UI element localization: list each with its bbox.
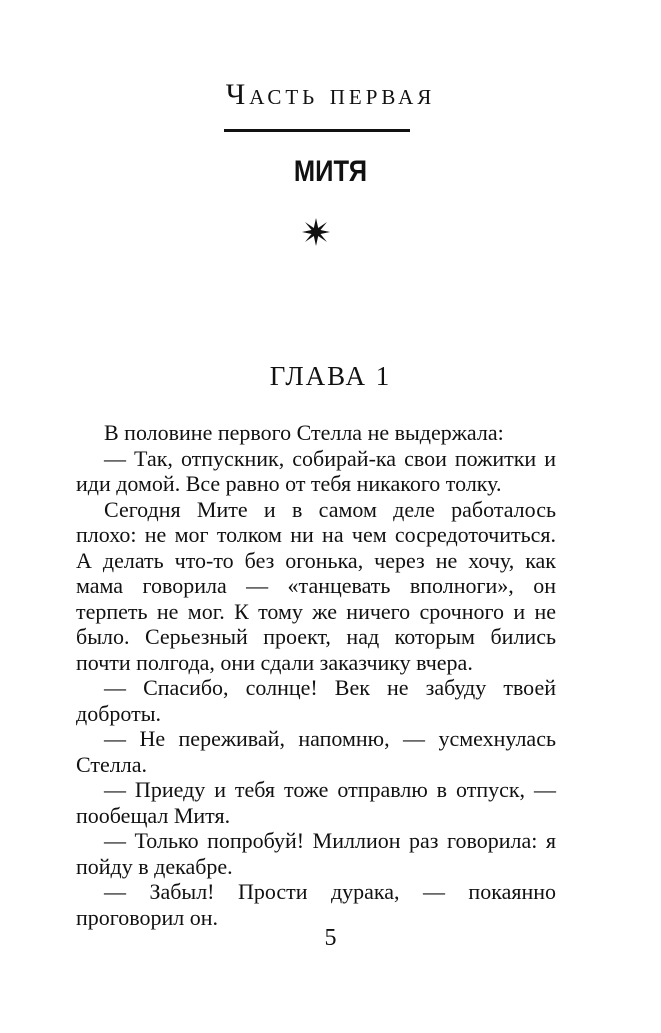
star-ornament-icon bbox=[301, 217, 331, 247]
part-title: Часть первая bbox=[225, 78, 436, 111]
paragraph: — Не переживай, напомню, — усмехнулась Стелла. bbox=[76, 726, 556, 777]
paragraph: В половине первого Стелла не выдержала: bbox=[104, 420, 504, 445]
paragraph: — Так, отпускник, собирай-ка свои пожитки и иди домой. Все равно от тебя никакого толку. bbox=[76, 445, 556, 496]
paragraph: — Спасибо, солнце! Век не забуду твоей доброты. bbox=[76, 675, 556, 726]
chapter-text bbox=[76, 420, 556, 930]
paragraph: Сегодня Мите и в самом деле работалось плохо: не мог толком ни на чем сосредоточиться. А делать что-то без огонька, через не хочу, как мама говорила — «танцевать вполноги», он терпеть не мог. К тому же ничего срочного и не было. Серьезный проект, над которым бились почти полгода, они сдали заказчику вчера. bbox=[76, 496, 556, 675]
paragraph: — Приеду и тебя тоже отправлю в отпуск, — пообещал Митя. bbox=[76, 777, 556, 828]
page-number: 5 bbox=[324, 925, 337, 951]
paragraph: — Только попробуй! Миллион раз говорила: я пойду в декабре. bbox=[76, 828, 556, 879]
chapter-title: ГЛАВА 1 bbox=[269, 361, 392, 391]
title-rule bbox=[224, 129, 410, 132]
section-title: МИТЯ bbox=[293, 155, 368, 188]
paragraph: — Забыл! Прости дурака, — покаянно проговорил он. bbox=[76, 879, 556, 930]
